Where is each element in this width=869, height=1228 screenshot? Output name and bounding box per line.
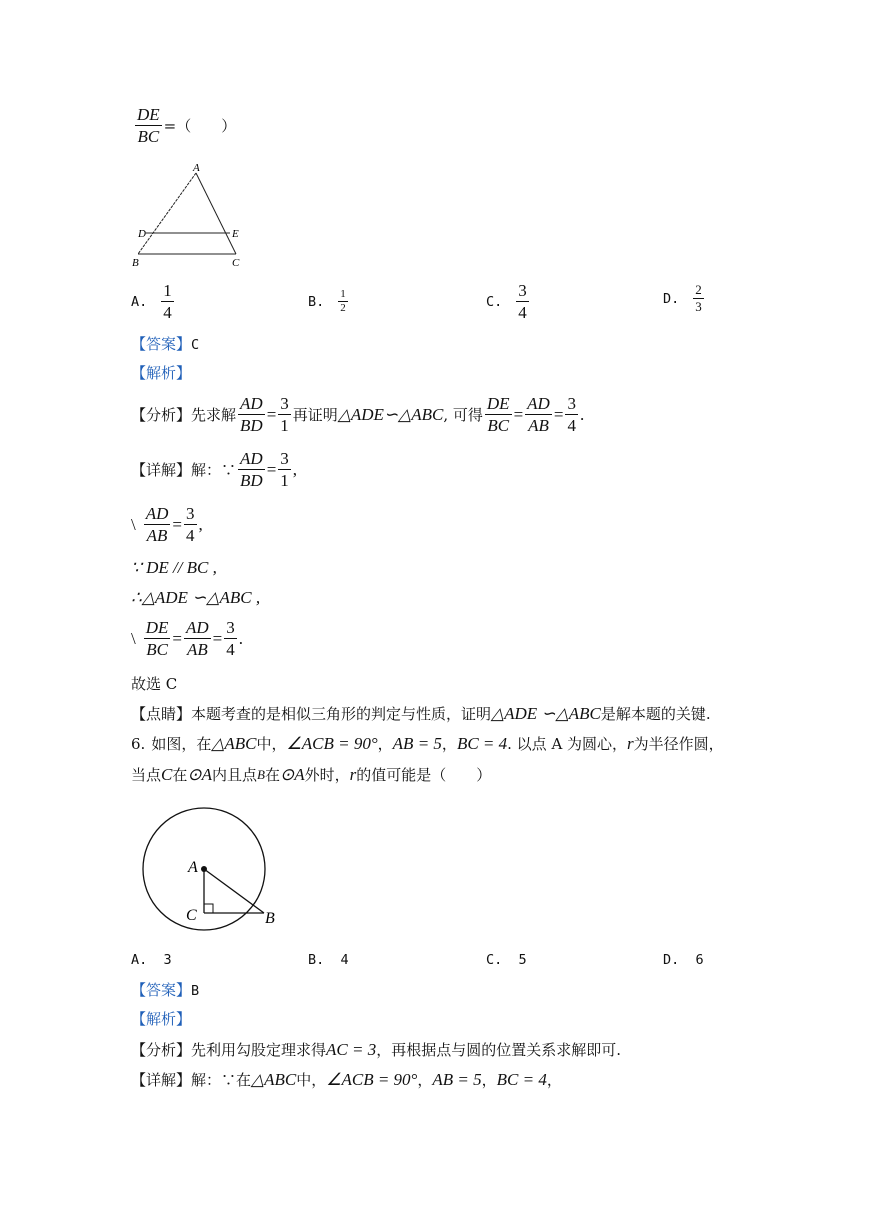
fraction-de-bc xyxy=(144,617,171,660)
length-bc: BC = 4 xyxy=(496,1070,547,1089)
stem-text: . 以点 A 为圆心， xyxy=(507,735,628,753)
fraction-ad-ab xyxy=(184,617,211,660)
fraction-numerator: 3 xyxy=(280,449,289,468)
step-prefix: \ xyxy=(131,514,136,534)
fraction-denominator: BD xyxy=(240,471,263,490)
fraction-3-1 xyxy=(278,393,291,436)
option-fraction xyxy=(338,288,348,315)
triangle-abc: △ABC xyxy=(211,734,257,753)
stem-text: 如图，在 xyxy=(151,735,212,753)
fraction-numerator: 3 xyxy=(518,281,527,300)
option-label: B. xyxy=(308,293,325,310)
q5-option-d[interactable] xyxy=(663,282,706,315)
fraction-numerator: 3 xyxy=(186,504,195,523)
fraction-ad-ab xyxy=(525,393,552,436)
fenxi-text: 先求解 xyxy=(191,405,237,424)
fraction-denominator: AB xyxy=(186,640,208,659)
stem-text: 当点 xyxy=(131,766,162,784)
fenxi-text: 先利用勾股定理求得 xyxy=(191,1041,327,1059)
option-label: A. xyxy=(131,293,148,310)
fraction-denominator: 1 xyxy=(280,416,289,435)
fraction-numerator: DE xyxy=(486,394,510,413)
dianjing-text: 是解本题的关键. xyxy=(600,705,711,723)
fraction-denominator: 4 xyxy=(186,526,195,545)
dianjing-text: 本题考查的是相似三角形的判定与性质，证明 xyxy=(191,705,492,723)
dianjing-tag: 【点睛】 xyxy=(131,705,192,723)
fraction-numerator: 3 xyxy=(280,394,289,413)
label-c: C xyxy=(232,257,240,269)
answer-tag: 【答案】 xyxy=(131,981,192,999)
circle-a: ⊙A xyxy=(187,765,213,784)
label-b: B xyxy=(265,910,275,927)
fraction-numerator: AD xyxy=(240,394,263,413)
q6-fenxi xyxy=(131,1040,621,1060)
label-e: E xyxy=(232,228,239,240)
xiangjie-text: 解：∵ xyxy=(191,460,237,479)
q5-answer xyxy=(131,334,199,355)
q5-step-1: \ $\frac{AD}{AB}$ = $\frac{3}{4}$ , xyxy=(131,504,203,545)
xiangjie-tag: 【详解】 xyxy=(131,460,192,479)
length-ac: AC = 3 xyxy=(326,1040,377,1059)
fraction-3-4 xyxy=(565,393,578,436)
radius-r: r xyxy=(627,734,634,753)
q6-option-b[interactable] xyxy=(308,952,349,968)
fenxi-tag: 【分析】 xyxy=(131,1041,192,1059)
fraction-numerator: 3 xyxy=(226,618,235,637)
fraction-denominator: 4 xyxy=(226,640,235,659)
q6-stem-line2 xyxy=(131,765,491,785)
option-label: C. xyxy=(486,952,503,968)
q5-dianjing xyxy=(131,704,711,724)
label-b: B xyxy=(132,257,139,269)
fraction-denominator: 1 xyxy=(280,471,289,490)
option-fraction xyxy=(161,280,174,323)
q5-conclude: 故选 C xyxy=(131,675,178,693)
stem-text: 的值可能是（ ） xyxy=(356,766,492,784)
q5-stem-fraction xyxy=(135,104,162,147)
q6-option-d[interactable] xyxy=(663,952,704,968)
option-fraction xyxy=(516,280,529,323)
q6-option-c[interactable] xyxy=(486,952,527,968)
option-value: 4 xyxy=(340,952,349,968)
label-c: C xyxy=(186,907,197,924)
option-value: 3 xyxy=(163,952,172,968)
q6-xiangjie: 【详解】 解：∵在 △ABC 中， ∠ACB = 90° ， AB = 5 ， BC = 4 ， xyxy=(131,1070,562,1089)
q5-stem-tail: =（ ） xyxy=(163,116,237,135)
fraction-numerator: 1 xyxy=(163,281,172,300)
option-label: D. xyxy=(663,952,680,968)
fraction-numerator: AD xyxy=(527,394,550,413)
similar-triangles: △ADE ∽△ABC xyxy=(491,704,601,723)
fraction-denominator: BC xyxy=(487,416,510,435)
q6-analysis-tag: 【解析】 xyxy=(131,1010,192,1028)
q5-fenxi: 【分析】 先求解 $\frac{AD}{BD}$ = $\frac{3}{1}$ 再证明 △ADE∽△ABC , 可得 $\frac{DE}{BC}$ = $\frac{AD}{AB}$ = $\frac{3}{4}$ . xyxy=(131,394,585,435)
radius-r: r xyxy=(349,765,357,784)
fraction-denominator: BC xyxy=(146,640,168,659)
fraction-ad-bd xyxy=(238,448,265,491)
fraction-de-bc xyxy=(485,393,512,436)
fraction-denominator: AB xyxy=(146,526,168,545)
option-label: C. xyxy=(486,293,503,310)
fraction-numerator: AD xyxy=(186,618,209,637)
fraction-numerator: 1 xyxy=(340,288,346,300)
q5-xiangjie: 【详解】 解：∵ $\frac{AD}{BD}$ = $\frac{3}{1}$ , xyxy=(131,449,298,490)
stem-text: 在 xyxy=(172,766,188,784)
q6-stem-line1: 6. 如图，在 △ABC 中， ∠ACB = 90° ， AB = 5 ， BC = 4 . 以点 A 为圆心， r 为半径作圆， xyxy=(131,734,724,753)
stem-text: 内且点 xyxy=(212,766,258,784)
q5-option-b[interactable] xyxy=(308,288,350,315)
fraction-denominator: AB xyxy=(528,416,549,435)
fraction-numerator: DE xyxy=(137,105,160,124)
triangle-ade-abc-figure xyxy=(128,160,258,272)
fraction-ad-ab xyxy=(144,503,171,546)
fraction-ad-bd xyxy=(238,393,265,436)
length-ab: AB = 5 xyxy=(392,734,442,753)
point-b: B xyxy=(257,767,265,782)
option-value: 6 xyxy=(695,952,704,968)
length-ab: AB = 5 xyxy=(432,1070,482,1089)
answer-value: B xyxy=(191,983,200,999)
fraction-3-4 xyxy=(224,617,237,660)
label-a: A xyxy=(193,162,200,174)
circle-triangle-figure xyxy=(135,800,295,940)
stem-text: 在 xyxy=(264,766,280,784)
stem-text: 中， xyxy=(256,735,287,753)
fraction-numerator: 2 xyxy=(695,282,702,297)
option-label: B. xyxy=(308,952,325,968)
triangle-abc: △ABC xyxy=(251,1070,297,1089)
angle-acb: ∠ACB = 90° xyxy=(286,734,378,753)
length-bc: BC = 4 xyxy=(456,734,508,753)
fraction-denominator: 3 xyxy=(695,299,702,314)
fenxi-text: ，再根据点与圆的位置关系求解即可. xyxy=(376,1041,622,1059)
angle-acb: ∠ACB = 90° xyxy=(326,1070,418,1089)
stem-text: 外时， xyxy=(304,766,350,784)
q5-stem xyxy=(133,104,236,147)
q5-step-3: ∴△ADE ∽△ABC , xyxy=(131,588,261,607)
fraction-numerator: AD xyxy=(240,449,263,468)
option-fraction xyxy=(693,282,704,315)
label-d: D xyxy=(138,228,146,240)
q5-option-a[interactable] xyxy=(131,280,176,323)
fenxi-text: 再证明 xyxy=(292,405,338,424)
fraction-numerator: AD xyxy=(145,504,169,523)
fraction-numerator: DE xyxy=(145,618,169,637)
answer-value: C xyxy=(191,337,200,353)
q6-option-a[interactable] xyxy=(131,952,172,968)
option-label: D. xyxy=(663,290,680,307)
fraction-denominator: 2 xyxy=(340,302,346,314)
similar-triangles: △ADE∽△ABC xyxy=(337,404,444,424)
option-value: 5 xyxy=(518,952,527,968)
fraction-denominator: 4 xyxy=(567,416,576,435)
step-prefix: \ xyxy=(131,628,136,648)
fenxi-tag: 【分析】 xyxy=(131,405,192,424)
fraction-denominator: BD xyxy=(240,416,263,435)
fraction-3-1 xyxy=(278,448,291,491)
fenxi-text: , 可得 xyxy=(443,405,483,424)
fraction-denominator: 4 xyxy=(163,303,172,322)
q5-analysis-tag: 【解析】 xyxy=(131,364,192,382)
point-c: C xyxy=(161,765,173,784)
option-label: A. xyxy=(131,952,148,968)
fraction-denominator: BC xyxy=(137,127,160,146)
xiangjie-text: 中， xyxy=(296,1071,327,1089)
q6-answer xyxy=(131,980,199,1001)
q5-option-c[interactable] xyxy=(486,280,531,323)
fraction-3-4 xyxy=(184,503,197,546)
q5-step-4: \ $\frac{DE}{BC}$ = $\frac{AD}{AB}$ = $\frac{3}{4}$ . xyxy=(131,618,244,659)
question-number: 6. xyxy=(131,735,146,753)
fraction-numerator: 3 xyxy=(567,394,576,413)
circle-a: ⊙A xyxy=(280,765,305,784)
fraction-denominator: 4 xyxy=(518,303,527,322)
xiangjie-tag: 【详解】 xyxy=(131,1071,192,1089)
answer-tag: 【答案】 xyxy=(131,335,192,353)
q5-step-2: ∵ DE // BC , xyxy=(131,558,217,577)
label-a: A xyxy=(188,859,198,876)
stem-text: 为半径作圆， xyxy=(633,735,724,753)
xiangjie-text: 解：∵在 xyxy=(191,1071,252,1089)
